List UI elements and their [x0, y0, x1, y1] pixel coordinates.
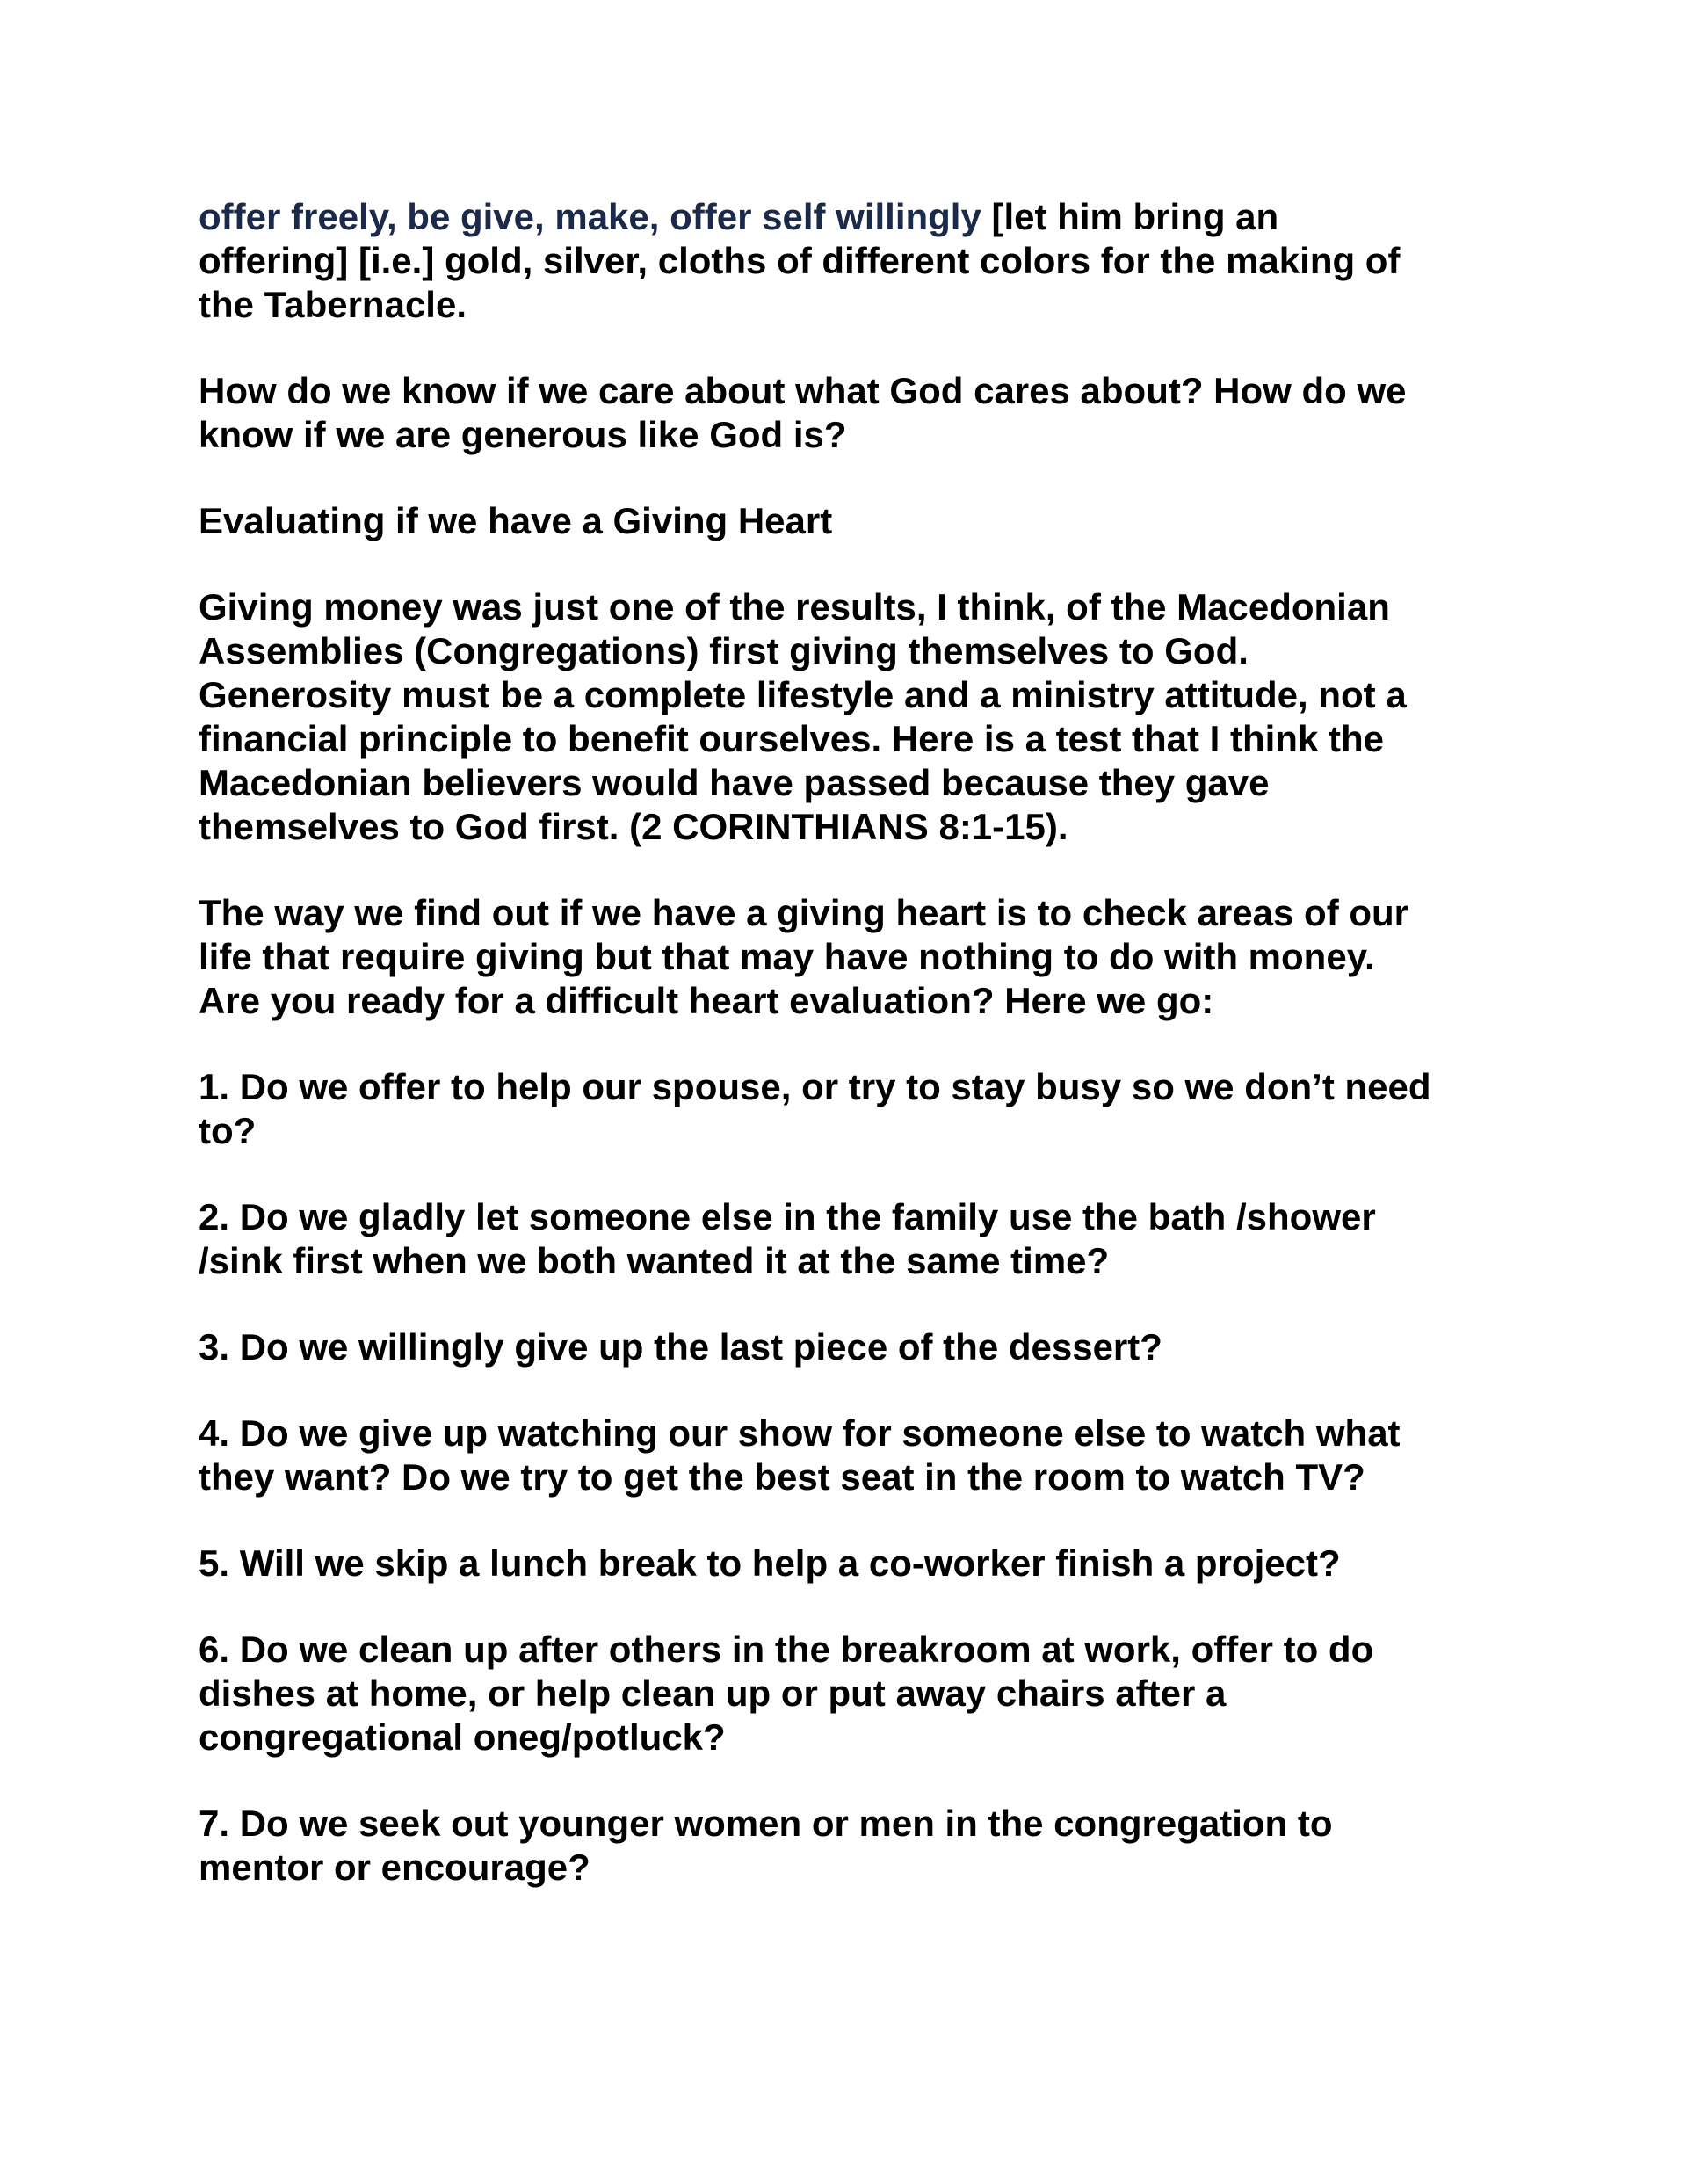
text-line: Generosity must be a complete lifestyle and a ministry attitude, not a — [199, 674, 1407, 715]
text-line: The way we find out if we have a giving heart is to check areas of our — [199, 892, 1409, 933]
list-item-2 — [199, 1195, 1517, 1283]
text-line: 7. Do we seek out younger women or men in the congregation to — [199, 1803, 1333, 1844]
text-line: congregational oneg/potluck? — [199, 1716, 726, 1758]
text-line — [199, 195, 1517, 239]
text-line: How do we know if we care about what God cares about? How do we — [199, 370, 1407, 411]
text-line: 6. Do we clean up after others in the breakroom at work, offer to do — [199, 1629, 1374, 1670]
list-item-4 — [199, 1411, 1517, 1499]
section-heading — [199, 499, 1517, 543]
text-line: Giving money was just one of the results, I think, of the Macedonian — [199, 586, 1390, 628]
text-line: 4. Do we give up watching our show for someone else to watch what — [199, 1412, 1401, 1454]
document-body — [199, 195, 1517, 1932]
text-line: mentor or encourage? — [199, 1847, 590, 1888]
text-line: Macedonian believers would have passed because they gave — [199, 762, 1270, 803]
text-line: offering] [i.e.] gold, silver, cloths of different colors for the making of — [199, 240, 1401, 281]
text-line: Are you ready for a difficult heart evaluation? Here we go: — [199, 980, 1214, 1021]
text-line: 1. Do we offer to help our spouse, or try to stay busy so we don’t need — [199, 1066, 1431, 1107]
paragraph-question — [199, 369, 1517, 457]
list-item-7 — [199, 1802, 1517, 1890]
highlighted-text: offer freely, be give, make, offer self willingly — [199, 196, 981, 237]
text-line: /sink first when we both wanted it at the same time? — [199, 1240, 1110, 1281]
paragraph-evaluation-intro — [199, 891, 1517, 1023]
paragraph-offering-definition — [199, 195, 1517, 327]
text-line: Evaluating if we have a Giving Heart — [199, 500, 833, 541]
text-line: financial principle to benefit ourselves. Here is a test that I think the — [199, 718, 1384, 759]
text-line: to? — [199, 1110, 257, 1151]
list-item-1 — [199, 1065, 1517, 1153]
list-item-3 — [199, 1325, 1517, 1369]
text-line: 2. Do we gladly let someone else in the family use the bath /shower — [199, 1196, 1376, 1237]
text-line: Assemblies (Congregations) first giving themselves to God. — [199, 630, 1249, 671]
paragraph-macedonian — [199, 585, 1517, 849]
text-line: they want? Do we try to get the best seat in the room to watch TV? — [199, 1456, 1365, 1498]
list-item-5 — [199, 1542, 1517, 1585]
text-line: themselves to God first. (2 CORINTHIANS 8:1-15). — [199, 806, 1068, 847]
text-line: the Tabernacle. — [199, 284, 467, 325]
list-item-6 — [199, 1628, 1517, 1760]
text-line: life that require giving but that may have nothing to do with money. — [199, 936, 1375, 977]
text-line: 3. Do we willingly give up the last piece of the dessert? — [199, 1326, 1162, 1368]
text-run: [let him bring an — [981, 196, 1279, 237]
text-line: dishes at home, or help clean up or put away chairs after a — [199, 1672, 1227, 1714]
text-line: 5. Will we skip a lunch break to help a co-worker finish a project? — [199, 1542, 1341, 1584]
text-line: know if we are generous like God is? — [199, 414, 847, 455]
